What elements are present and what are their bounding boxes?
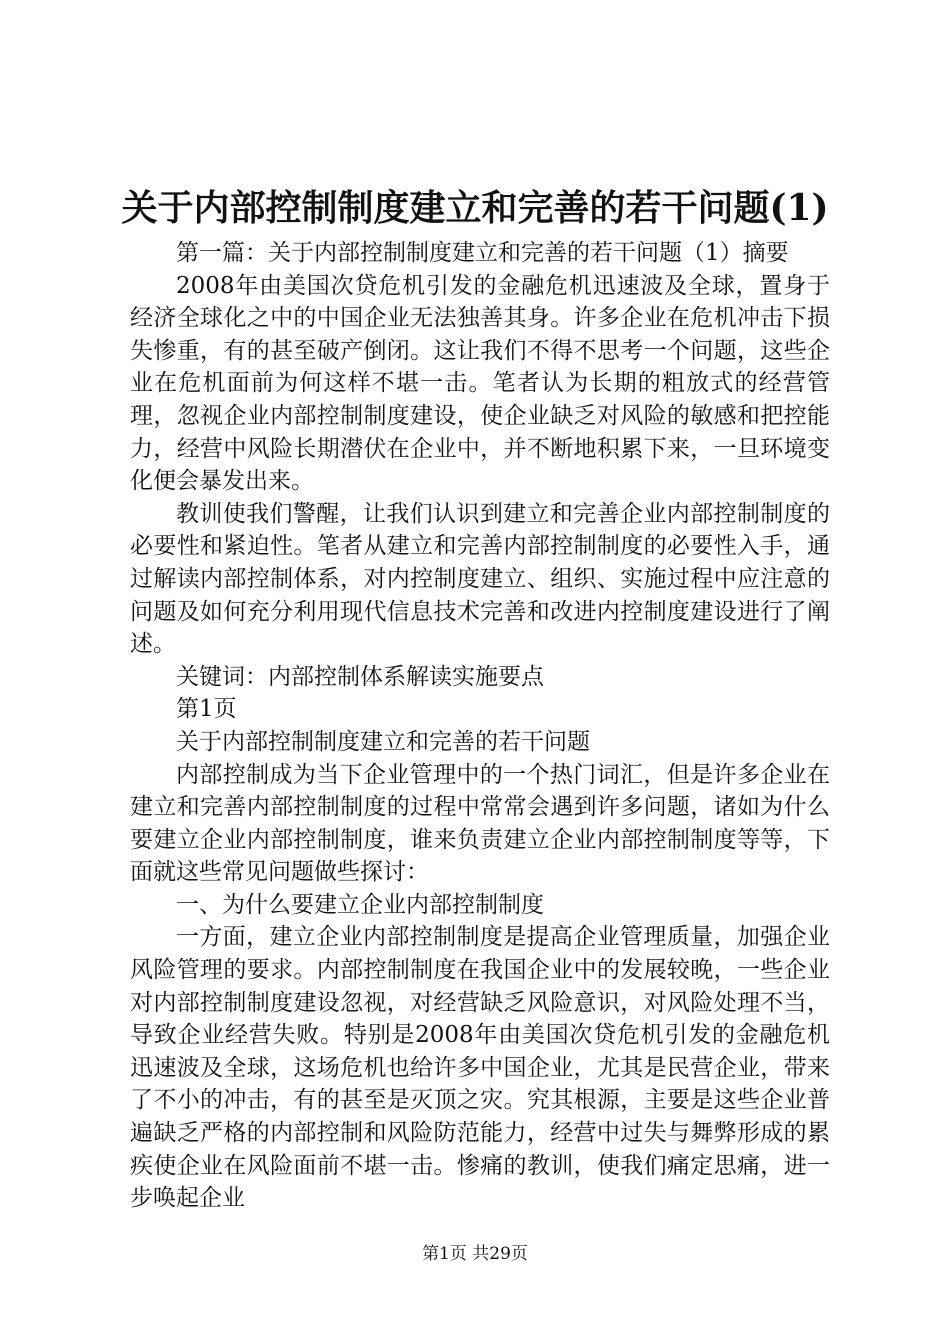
document-body xyxy=(130,237,830,1215)
paragraph-heading-1: 一、为什么要建立企业内部控制制度 xyxy=(176,891,544,918)
document-title: 关于内部控制制度建立和完善的若干问题(1) xyxy=(121,187,829,229)
paragraph-page-marker: 第1页 xyxy=(176,696,237,723)
paragraph-article-title: 关于内部控制制度建立和完善的若干问题 xyxy=(176,728,590,755)
paragraph-intro: 内部控制成为当下企业管理中的一个热门词汇，但是许多企业在建立和完善内部控制制度的过程中常常会遇到许多问题，诸如为什么要建立企业内部控制制度，谁来负责建立企业内部控制制度等等，下面就这些常见问题做些探讨： xyxy=(130,761,830,886)
page-footer: 第1页 共29页 xyxy=(422,1244,528,1264)
paragraph-keywords: 关键词：内部控制体系解读实施要点 xyxy=(176,663,544,690)
paragraph-section-heading: 第一篇：关于内部控制制度建立和完善的若干问题（1）摘要 xyxy=(176,240,789,266)
paragraph-abstract-1: 2008年由美国次贷危机引发的金融危机迅速波及全球，置身于经济全球化之中的中国企业无法独善其身。许多企业在危机冲击下损失惨重，有的甚至破产倒闭。这让我们不得不思考一个问题，这些企业在危机面前为何这样不堪一击。笔者认为长期的粗放式的经营管理，忽视企业内部控制制度建设，使企业缺乏对风险的敏感和把控能力，经营中风险长期潜伏在企业中，并不断地积累下来，一旦环境变化便会暴发出来。 xyxy=(130,272,830,495)
paragraph-body-1: 一方面，建立企业内部控制制度是提高企业管理质量，加强企业风险管理的要求。内部控制制度在我国企业中的发展较晚，一些企业对内部控制制度建设忽视，对经营缺乏风险意识，对风险处理不当，导致企业经营失败。特别是2008年由美国次贷危机引发的金融危机迅速波及全球，这场危机也给许多中国企业，尤其是民营企业，带来了不小的冲击，有的甚至是灭顶之灾。究其根源，主要是这些企业普遍缺乏严格的内部控制和风险防范能力，经营中过失与舞弊形成的累疾使企业在风险面前不堪一击。惨痛的教训，使我们痛定思痛，进一步唤起企业 xyxy=(130,924,830,1212)
paragraph-abstract-2: 教训使我们警醒，让我们认识到建立和完善企业内部控制制度的必要性和紧迫性。笔者从建立和完善内部控制制度的必要性入手，通过解读内部控制体系，对内控制度建立、组织、实施过程中应注意的问题及如何充分利用现代信息技术完善和改进内控制度建设进行了阐述。 xyxy=(130,500,830,658)
